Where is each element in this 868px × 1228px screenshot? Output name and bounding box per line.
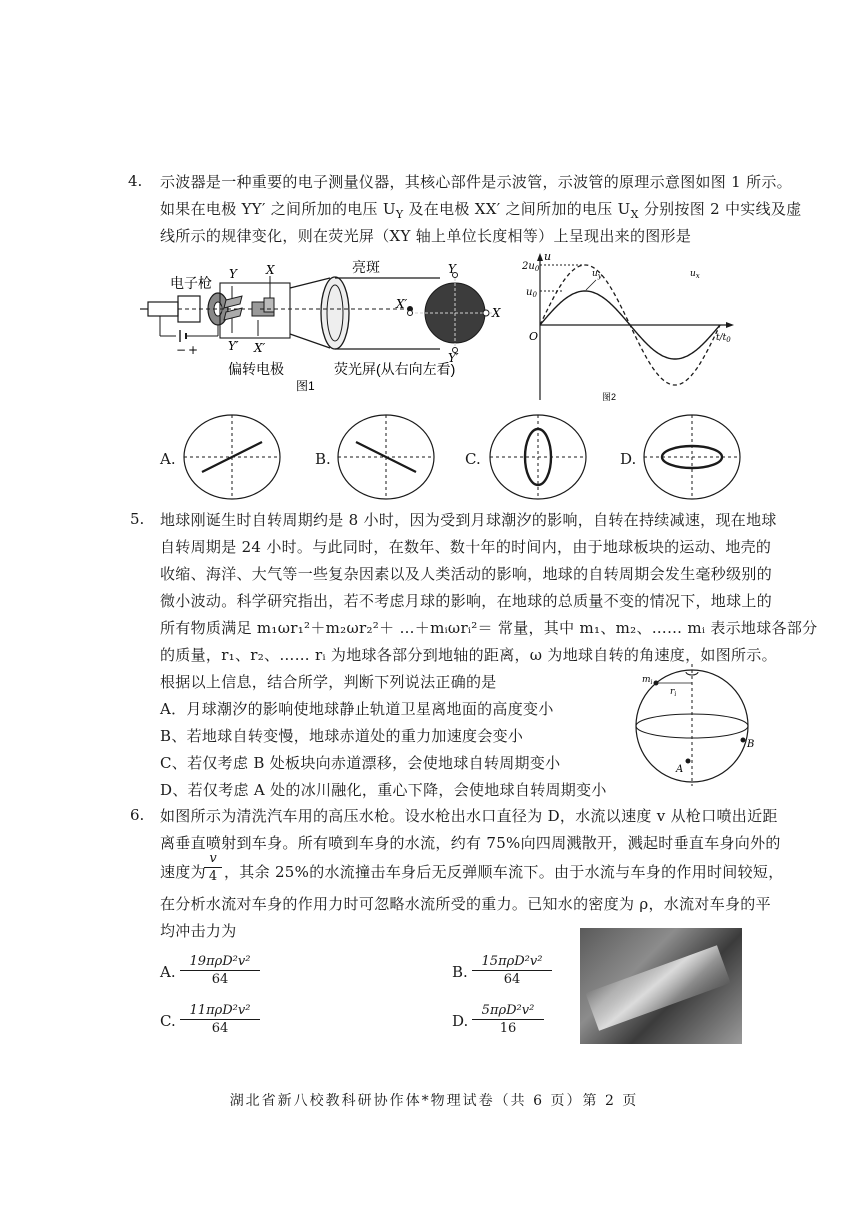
q4-option-b-figure[interactable]: [334, 412, 438, 502]
svg-text:O: O: [529, 330, 539, 343]
svg-text:t/t0: $t/t_0$: [716, 333, 731, 344]
q4-option-a-figure[interactable]: [180, 412, 284, 502]
q5-line: 微小波动。科学研究指出，若不考虑月球的影响，在地球的总质量不变的情况下，地球上的: [160, 592, 773, 610]
water-spray: [585, 945, 730, 1030]
svg-text:Y: Y: [448, 262, 456, 276]
q5-line: 所有物质满足 m₁ωr₁²＋m₂ωr₂²＋ …＋mᵢωrᵢ²＝ 常量，其中 m₁、m₂、…… mᵢ 表示地球各部分: [160, 619, 818, 637]
q5-line: 的质量，r₁、r₂、…… rᵢ 为地球各部分到地轴的距离，ω 为地球自转的角速度，如图所示。: [160, 646, 777, 664]
q4-line1: 示波器是一种重要的电子测量仪器，其核心部件是示波管，示波管的原理示意图如图 1 所示。: [160, 173, 792, 191]
q6-line4: 在分析水流对车身的作用力时可忽略水流所受的重力。已知水的密度为 ρ，水流对车身的平: [160, 895, 771, 913]
q4-option-d-label[interactable]: D.: [620, 450, 637, 468]
q6-line1: 如图所示为清洗汽车用的高压水枪。设水枪出水口直径为 D，水流以速度 v 从枪口喷出近距: [160, 807, 778, 825]
earth-sphere-diagram: [628, 662, 768, 786]
q5-option-a[interactable]: A．月球潮汐的影响使地球静止轨道卫星离地面的高度变小: [160, 700, 554, 718]
svg-text:Y′: Y′: [448, 351, 459, 365]
svg-text:X′: X′: [254, 341, 266, 355]
svg-text:A: A: [676, 764, 684, 775]
svg-text:X′: X′: [396, 297, 408, 311]
q6-option-d-label[interactable]: D.: [452, 1012, 469, 1030]
svg-text:mi: $m_i$: [642, 675, 653, 686]
q6-option-b-label[interactable]: B.: [452, 963, 468, 981]
q5-option-b[interactable]: B、若地球自转变慢，地球赤道处的重力加速度会变小: [160, 727, 524, 745]
q6-speed-fraction: $\frac{v}{4}$: [204, 850, 222, 885]
label-plates: 偏转电极: [228, 361, 284, 377]
label-screen: 荧光屏(从右向左看): [334, 361, 456, 377]
label-gun: 电子枪: [170, 275, 212, 291]
svg-text:Y′: Y′: [228, 339, 239, 353]
q5-option-d[interactable]: D、若仅考虑 A 处的冰川融化，重心下降，会使地球自转周期变小: [160, 781, 607, 799]
fig1-caption: 图1: [296, 379, 315, 393]
q6-option-a-label[interactable]: A.: [160, 963, 176, 981]
q6-option-a-fraction[interactable]: 19πρD²v² 64: [180, 953, 260, 988]
q6-option-d-fraction[interactable]: 5πρD²v² 16: [472, 1002, 544, 1037]
svg-text:X: X: [492, 306, 501, 320]
q6-option-c-label[interactable]: C.: [160, 1012, 176, 1030]
svg-text:−: −: [176, 343, 187, 357]
svg-text:ux: $u_x$: [690, 269, 700, 280]
q4-option-b-label[interactable]: B.: [315, 450, 331, 468]
q4-option-c-label[interactable]: C.: [465, 450, 481, 468]
voltage-waveform-graph: [522, 250, 742, 405]
q4-line3: 线所示的规律变化，则在荧光屏（XY 轴上单位长度相等）上呈现出来的图形是: [160, 227, 692, 245]
oscilloscope-tube-diagram: [140, 258, 510, 398]
q4-option-d-figure[interactable]: [640, 412, 744, 502]
label-bright: 亮斑: [352, 259, 380, 275]
page-footer: 湖北省新八校教科研协作体*物理试卷（共 6 页）第 2 页: [229, 1093, 639, 1109]
pressure-washer-photo: [580, 928, 742, 1044]
q6-number: 6.: [130, 806, 145, 824]
q6-line3-pre: 速度为: [160, 863, 206, 881]
q5-number: 5.: [130, 510, 145, 528]
svg-text:2u0: $2u_0$: [522, 261, 540, 273]
q5-line: 地球刚诞生时自转周期约是 8 小时，因为受到月球潮汐的影响，自转在持续减速，现在地球: [160, 511, 777, 529]
q4-number: 4.: [128, 172, 143, 190]
q6-line3-post: ，其余 25%的水流撞击车身后无反弹顺车流下。由于水流与车身的作用时间较短，: [224, 863, 784, 881]
q6-line2: 离垂直喷射到车身。所有喷到车身的水流，约有 75%向四周溅散开，溅起时垂直车身向外的: [160, 834, 781, 852]
svg-text:uy: $u_y$: [592, 269, 602, 280]
q5-line: 收缩、海洋、大气等一些复杂因素以及人类活动的影响，地球的自转周期会发生毫秒级别的: [160, 565, 773, 583]
q4-line2: 如果在电极 YY′ 之间所加的电压 $U_Y$ 及在电极 XX′ 之间所加的电压 $U_X$ 分别按图 2 中实线及虚: [160, 200, 802, 221]
q6-option-b-fraction[interactable]: 15πρD²v² 64: [472, 953, 552, 988]
svg-text:ri: $r_i$: [670, 687, 677, 698]
svg-text:X: X: [266, 263, 275, 277]
svg-text:u: u: [544, 250, 552, 263]
svg-text:B: B: [747, 739, 755, 750]
q6-option-c-fraction[interactable]: 11πρD²v² 64: [180, 1002, 260, 1037]
q5-line: 根据以上信息，结合所学，判断下列说法正确的是: [160, 673, 497, 691]
q5-line: 自转周期是 24 小时。与此同时，在数年、数十年的时间内，由于地球板块的运动、地壳的: [160, 538, 772, 556]
svg-text:+: +: [188, 343, 199, 357]
svg-text:图2: 图2: [602, 392, 617, 402]
svg-text:Y: Y: [229, 267, 237, 281]
q4-option-c-figure[interactable]: [486, 412, 590, 502]
svg-text:u0: $u_0$: [526, 287, 537, 299]
q6-line5: 均冲击力为: [160, 922, 237, 940]
q4-option-a-label[interactable]: A.: [160, 450, 176, 468]
q5-option-c[interactable]: C、若仅考虑 B 处板块向赤道漂移，会使地球自转周期变小: [160, 754, 561, 772]
